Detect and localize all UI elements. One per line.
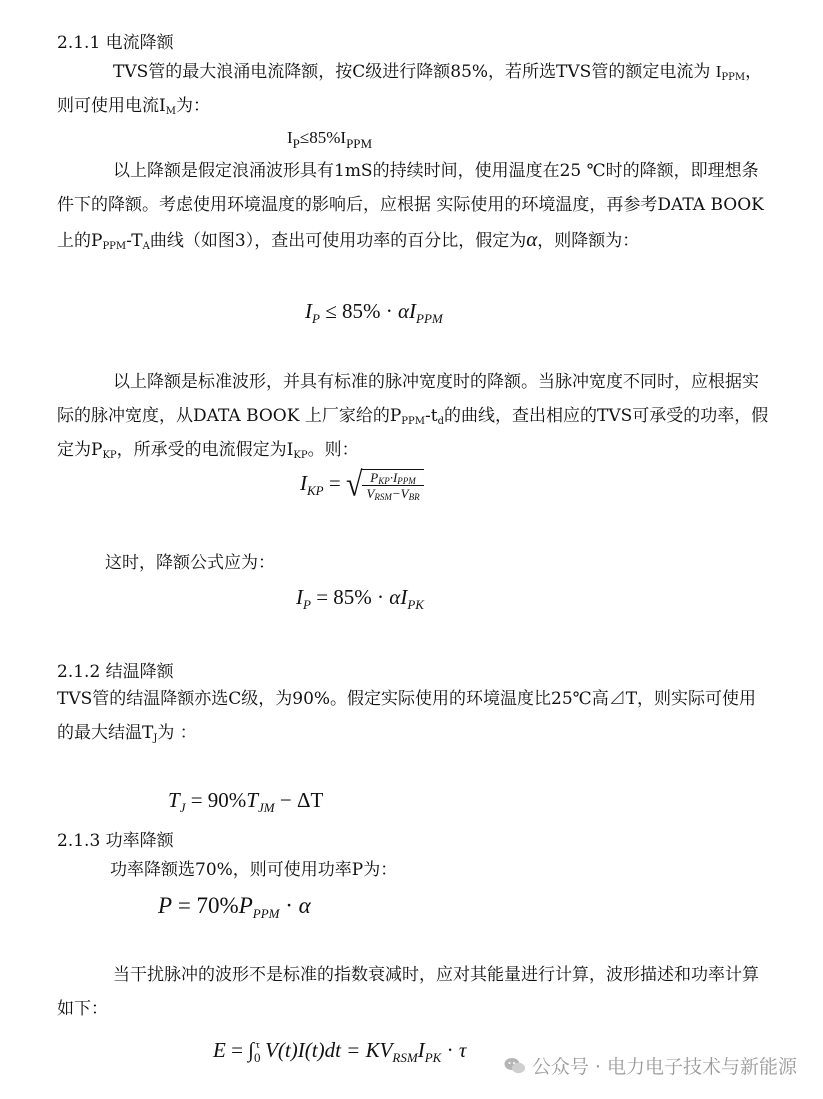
equation-ip-alpha-ipk: $I_P = 85\% \cdot \alpha I_{PK}$ <box>296 585 424 612</box>
watermark-text: 公众号 · 电力电子技术与新能源 <box>531 1056 797 1078</box>
paragraph-pulse-width: 以上降额是标准波形，并具有标准的脉冲宽度时的降额。当脉冲宽度不同时，应根据实际的脉冲宽度，从DATA BOOK 上厂家给的$P_{PPM}-t_d$的曲线，查出相应的TVS可承受的功率，假定为$P_{KP}$，所承受的电流假定为$I_{KP}$。则： <box>57 372 769 461</box>
section-heading-current-derating: 2.1.1 电流降额 <box>57 33 174 53</box>
paragraph-formula-intro: 这时，降额公式应为： <box>105 553 275 573</box>
paragraph-power-70: 功率降额选70%，则可使用功率P为： <box>110 860 398 880</box>
sqrt-symbol: √ <box>345 465 363 504</box>
section-heading-power-derating: 2.1.3 功率降额 <box>57 831 174 851</box>
equation-power: $P = 70\%P_{PPM} \cdot \alpha$ <box>158 893 311 921</box>
paragraph-ideal-derating: 以上降额是假定浪涌波形具有1mS的持续时间，使用温度在25 ℃时的降额，即理想条件下的降额。考虑使用环境温度的影响后，应根据 实际使用的环境温度，再参考DATA BOOK 上的PPPM-$T_A$曲线（如图3），查出可使用功率的百分比，假定为α，则降额为： <box>57 161 764 252</box>
wechat-icon <box>504 1057 526 1075</box>
equation-tj: $T_J = 90\%T_{JM} - \Delta T$ <box>168 788 324 815</box>
inequality-ip: $I_P\le 85\%I_{PPM}$ <box>287 128 373 151</box>
paragraph-nonstandard-waveform: 当干扰脉冲的波形不是标准的指数衰减时，应对其能量进行计算，波形描述和功率计算如下： <box>57 965 759 1019</box>
equation-ikp-sqrt: $I_{KP}$ = √ $\frac{P_{KP}\cdot I_{PPM}}{V_{RSM}-V_{BR}}$ <box>300 469 424 501</box>
paragraph-surge-current: TVS管的最大浪涌电流降额，按C级进行降额85%，若所选TVS管的额定电流为 $I_{PPM}$，则可使用电流$I_M$为： <box>57 62 763 117</box>
paragraph-junction-temp: TVS管的结温降额亦选C级，为90%。假定实际使用的环境温度比25℃高⊿T，则实际可使用的最大结温$T_J$为 ： <box>57 689 757 744</box>
watermark <box>504 1052 797 1079</box>
equation-energy: $E = \int_0^\tau$ $V(t)I(t)dt = KV_{RSM}I_{PK} \cdot \tau$ <box>213 1038 467 1065</box>
equation-ip-alpha-ippm: $I_P \le 85\% \cdot \alpha I_{PPM}$ <box>305 299 443 326</box>
section-heading-junction-derating: 2.1.2 结温降额 <box>57 662 174 682</box>
